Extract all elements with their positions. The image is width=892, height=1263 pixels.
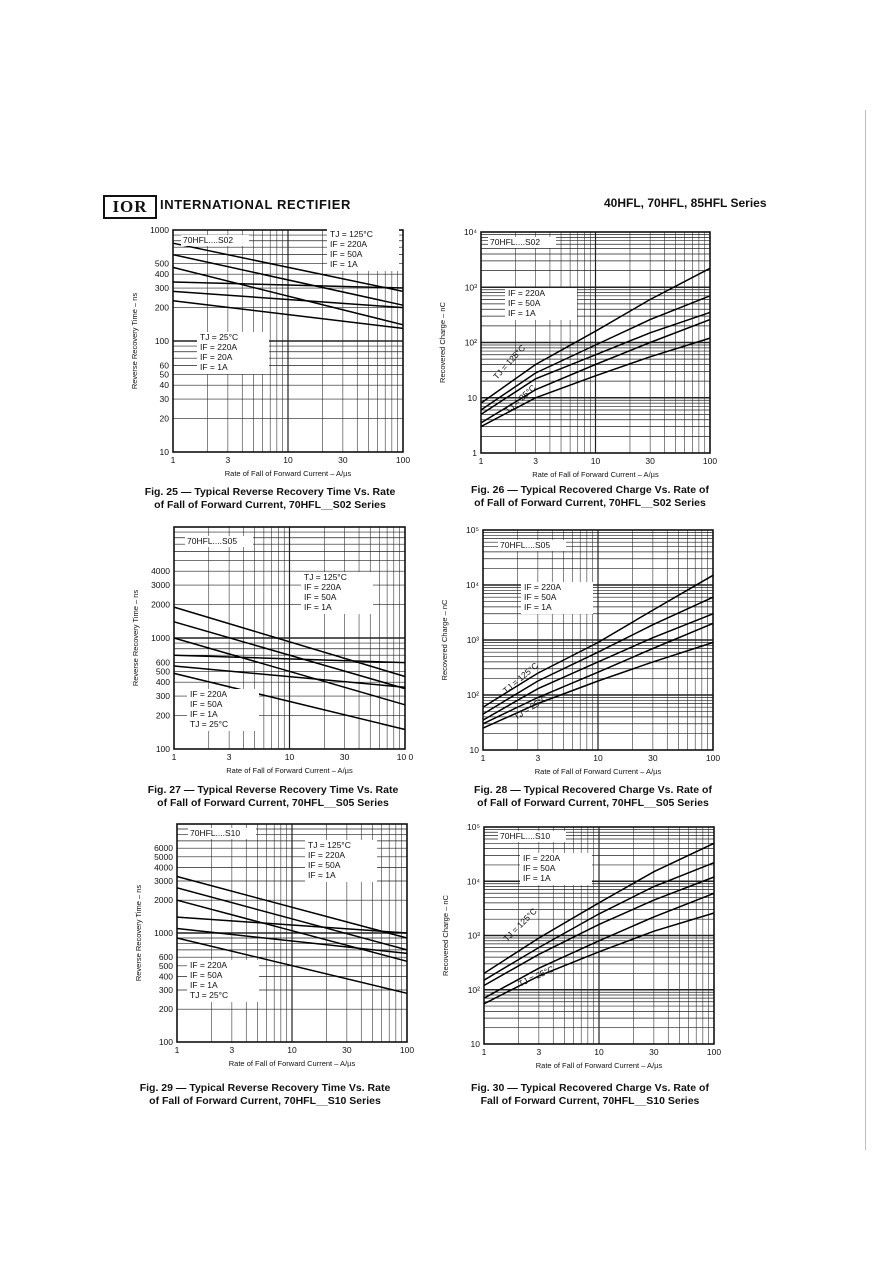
legend-cold-entry: IF = 20A xyxy=(200,352,233,362)
x-tick-label: 1 xyxy=(478,456,484,466)
y-axis-label: Recovered Charge – nC xyxy=(440,599,449,681)
y-tick-label: 10⁵ xyxy=(467,822,480,832)
caption-fig-number: Fig. 27 — xyxy=(147,784,195,796)
x-tick-label: 30 xyxy=(645,456,655,466)
x-tick-label: 3 xyxy=(225,455,231,465)
x-tick-label: 10 xyxy=(287,1045,297,1055)
x-axis-label: Rate of Fall of Forward Current – A/µs xyxy=(534,767,662,776)
x-tick-label: 1 xyxy=(174,1045,180,1055)
y-tick-label: 5000 xyxy=(154,851,173,862)
x-axis-label: Rate of Fall of Forward Current – A/µs xyxy=(535,1061,663,1070)
y-tick-label: 100 xyxy=(155,744,170,754)
x-tick-label: 3 xyxy=(229,1045,235,1055)
y-tick-label: 200 xyxy=(158,1004,173,1015)
y-tick-label: 200 xyxy=(154,302,169,313)
y-tick-label: 10⁵ xyxy=(466,525,479,535)
y-tick-label: 200 xyxy=(155,710,170,721)
y-axis-label: Reverse Recovery Time – ns xyxy=(131,589,140,687)
y-axis-label: Reverse Recovery Time – ns xyxy=(130,292,139,390)
y-tick-label: 10 xyxy=(159,447,169,457)
y-tick-label: 10² xyxy=(466,690,479,700)
y-tick-label: 2000 xyxy=(151,599,170,610)
y-tick-label: 1 xyxy=(472,448,477,458)
y-tick-label: 600 xyxy=(155,657,170,668)
y-tick-label: 4000 xyxy=(154,862,173,873)
y-tick-label: 3000 xyxy=(151,580,170,591)
x-axis-label: Rate of Fall of Forward Current – A/µs xyxy=(532,470,659,479)
x-tick-label: 1 xyxy=(480,753,486,763)
caption-line1: Typical Reverse Recovery Time Vs. Rate xyxy=(189,1082,391,1094)
x-axis-label: Rate of Fall of Forward Current – A/µs xyxy=(228,1059,356,1068)
ior-logo: IOR xyxy=(103,195,157,219)
caption-line2: of Fall of Forward Current, 70HFL__S02 Series xyxy=(154,499,386,511)
x-tick-label: 100 xyxy=(702,456,718,466)
y-tick-label: 1000 xyxy=(151,633,170,643)
legend-cold-entry: TJ = 25°C xyxy=(190,719,229,729)
legend-hot-entry: IF = 1A xyxy=(508,308,536,318)
legend-hot-entry: IF = 50A xyxy=(524,592,557,602)
x-tick-label: 100 xyxy=(706,1047,722,1057)
caption-line1: Typical Reverse Recovery Time Vs. Rate xyxy=(194,486,396,498)
x-tick-label: 30 xyxy=(338,455,348,465)
y-tick-label: 500 xyxy=(154,258,169,269)
caption-fig-number: Fig. 29 — xyxy=(139,1082,187,1094)
x-tick-label: 10 xyxy=(283,455,293,465)
legend-cold-entry: IF = 1A xyxy=(200,362,228,372)
x-tick-label: 30 xyxy=(649,1047,659,1057)
x-tick-label: 1 xyxy=(481,1047,487,1057)
y-tick-label: 500 xyxy=(155,666,170,677)
y-tick-label: 100 xyxy=(158,1037,173,1047)
y-axis-label: Reverse Recovery Time – ns xyxy=(134,884,143,982)
legend-hot-entry: IF = 50A xyxy=(308,860,341,870)
caption-line2: Fall of Forward Current, 70HFL__S10 Series xyxy=(480,1095,700,1107)
device-label: 70HFL....S05 xyxy=(187,536,238,546)
x-tick-label: 30 xyxy=(342,1045,352,1055)
y-tick-label: 10² xyxy=(467,984,480,995)
x-axis-label: Rate of Fall of Forward Current – A/µs xyxy=(226,766,353,775)
y-tick-label: 10⁴ xyxy=(463,227,477,237)
y-tick-label: 40 xyxy=(159,380,169,391)
caption-line1: Typical Recovered Charge Vs. Rate of xyxy=(520,1082,709,1094)
device-label: 70HFL....S05 xyxy=(500,540,551,550)
y-tick-label: 500 xyxy=(158,960,173,971)
x-tick-label: 100 xyxy=(399,1045,415,1055)
legend-cold-entry: IF = 1A xyxy=(190,709,218,719)
y-tick-label: 60 xyxy=(159,360,169,371)
legend-hot-entry: IF = 220A xyxy=(308,850,346,860)
y-tick-label: 20 xyxy=(159,413,169,424)
tj-curve-label: TJ = 25°C xyxy=(516,963,556,989)
x-tick-label: 3 xyxy=(536,1047,542,1057)
legend-hot-entry: IF = 220A xyxy=(524,582,562,592)
x-tick-label: 10 xyxy=(284,752,295,762)
y-tick-label: 300 xyxy=(154,283,169,294)
y-tick-label: 400 xyxy=(158,971,173,982)
y-tick-label: 10⁴ xyxy=(466,876,480,887)
series-title: 40HFL, 70HFL, 85HFL Series xyxy=(604,196,767,210)
legend-cold-entry: TJ = 25°C xyxy=(190,990,229,1000)
caption-line2: of Fall of Forward Current, 70HFL__S10 Series xyxy=(149,1095,381,1107)
caption-fig-number: Fig. 25 — xyxy=(144,486,192,498)
y-tick-label: 30 xyxy=(159,394,169,405)
x-tick-label: 100 xyxy=(395,455,411,465)
caption-fig-number: Fig. 30 — xyxy=(471,1082,518,1094)
x-axis-label: Rate of Fall of Forward Current – A/µs xyxy=(224,469,352,478)
caption-fig-number: Fig. 26 — xyxy=(471,484,518,496)
y-tick-label: 2000 xyxy=(154,895,173,906)
x-tick-label: 10 0 xyxy=(396,752,414,762)
y-tick-label: 300 xyxy=(155,691,170,702)
legend-hot-entry: TJ = 125°C xyxy=(330,229,373,239)
legend-hot-entry: IF = 1A xyxy=(524,602,552,612)
y-tick-label: 10² xyxy=(464,337,477,348)
y-tick-label: 6000 xyxy=(154,843,173,854)
device-label: 70HFL....S10 xyxy=(500,831,551,841)
legend-hot-entry: IF = 1A xyxy=(304,602,332,612)
device-label: 70HFL....S10 xyxy=(190,828,241,838)
legend-hot-entry: IF = 50A xyxy=(330,249,363,259)
legend-cold-entry: IF = 220A xyxy=(190,960,228,970)
y-tick-label: 100 xyxy=(154,336,169,346)
tj-curve-label: TJ = 125°C xyxy=(500,660,541,696)
x-tick-label: 1 xyxy=(170,455,176,465)
legend-cold-entry: IF = 1A xyxy=(190,980,218,990)
legend-hot-entry: IF = 50A xyxy=(304,592,337,602)
y-tick-label: 400 xyxy=(155,677,170,688)
y-tick-label: 10 xyxy=(469,745,479,755)
company-name: INTERNATIONAL RECTIFIER xyxy=(160,197,351,212)
x-tick-label: 30 xyxy=(339,752,350,762)
y-tick-label: 1000 xyxy=(154,928,173,938)
y-tick-label: 600 xyxy=(158,952,173,963)
x-tick-label: 10 xyxy=(594,1047,604,1057)
legend-hot-entry: IF = 220A xyxy=(523,853,561,863)
legend-cold-entry: IF = 220A xyxy=(190,689,228,699)
tj-curve-label: TJ = 125°C xyxy=(501,906,539,944)
legend-hot-entry: IF = 50A xyxy=(523,863,556,873)
caption-line1: Typical Recovered Charge Vs. Rate of xyxy=(523,784,712,796)
legend-cold-entry: TJ = 25°C xyxy=(200,332,239,342)
legend-hot-entry: IF = 1A xyxy=(308,870,336,880)
caption-line1: Typical Reverse Recovery Time Vs. Rate xyxy=(197,784,399,796)
legend-cold-entry: IF = 50A xyxy=(190,699,223,709)
x-tick-label: 3 xyxy=(533,456,538,466)
y-tick-label: 1000 xyxy=(150,225,169,235)
y-tick-label: 3000 xyxy=(154,875,173,886)
y-axis-label: Recovered Charge – nC xyxy=(441,895,450,976)
device-label: 70HFL....S02 xyxy=(490,237,541,247)
y-tick-label: 400 xyxy=(154,269,169,280)
legend-hot-entry: IF = 220A xyxy=(508,288,546,298)
y-tick-label: 10³ xyxy=(464,282,477,293)
x-tick-label: 3 xyxy=(535,753,541,763)
tj-curve-label: TJ = 125°C xyxy=(491,342,528,382)
y-tick-label: 4000 xyxy=(151,566,170,577)
x-tick-label: 10 xyxy=(593,753,603,763)
tj-curve-label: TJ = 25°C xyxy=(502,382,538,416)
y-tick-label: 10³ xyxy=(466,635,479,645)
x-tick-label: 3 xyxy=(226,752,232,762)
legend-hot-entry: IF = 220A xyxy=(304,582,342,592)
tj-curve-label: TJ = 25°C xyxy=(511,693,550,722)
y-tick-label: 10 xyxy=(467,392,477,403)
caption-fig-number: Fig. 28 — xyxy=(474,784,521,796)
legend-hot-entry: IF = 50A xyxy=(508,298,541,308)
y-tick-label: 300 xyxy=(158,984,173,995)
y-tick-label: 10⁴ xyxy=(465,580,479,590)
caption-line2: of Fall of Forward Current, 70HFL__S02 Series xyxy=(474,497,706,509)
y-tick-label: 50 xyxy=(159,369,169,380)
legend-hot-entry: IF = 1A xyxy=(523,873,551,883)
legend-cold-entry: IF = 220A xyxy=(200,342,238,352)
caption-line2: of Fall of Forward Current, 70HFL__S05 Series xyxy=(477,797,709,809)
legend-hot-entry: TJ = 125°C xyxy=(308,840,351,850)
y-axis-label: Recovered Charge – nC xyxy=(438,302,447,383)
legend-hot-entry: IF = 220A xyxy=(330,239,368,249)
device-label: 70HFL....S02 xyxy=(183,235,234,245)
legend-hot-entry: IF = 1A xyxy=(330,259,358,269)
x-tick-label: 30 xyxy=(648,753,658,763)
y-tick-label: 10³ xyxy=(467,930,480,941)
x-tick-label: 10 xyxy=(590,456,601,466)
caption-line2: of Fall of Forward Current, 70HFL__S05 Series xyxy=(157,797,389,809)
x-tick-label: 100 xyxy=(705,753,721,763)
caption-line1: Typical Recovered Charge Vs. Rate of xyxy=(520,484,709,496)
legend-hot-entry: TJ = 125°C xyxy=(304,572,347,582)
x-tick-label: 1 xyxy=(171,752,177,762)
y-tick-label: 10 xyxy=(470,1039,480,1049)
legend-cold-entry: IF = 50A xyxy=(190,970,223,980)
